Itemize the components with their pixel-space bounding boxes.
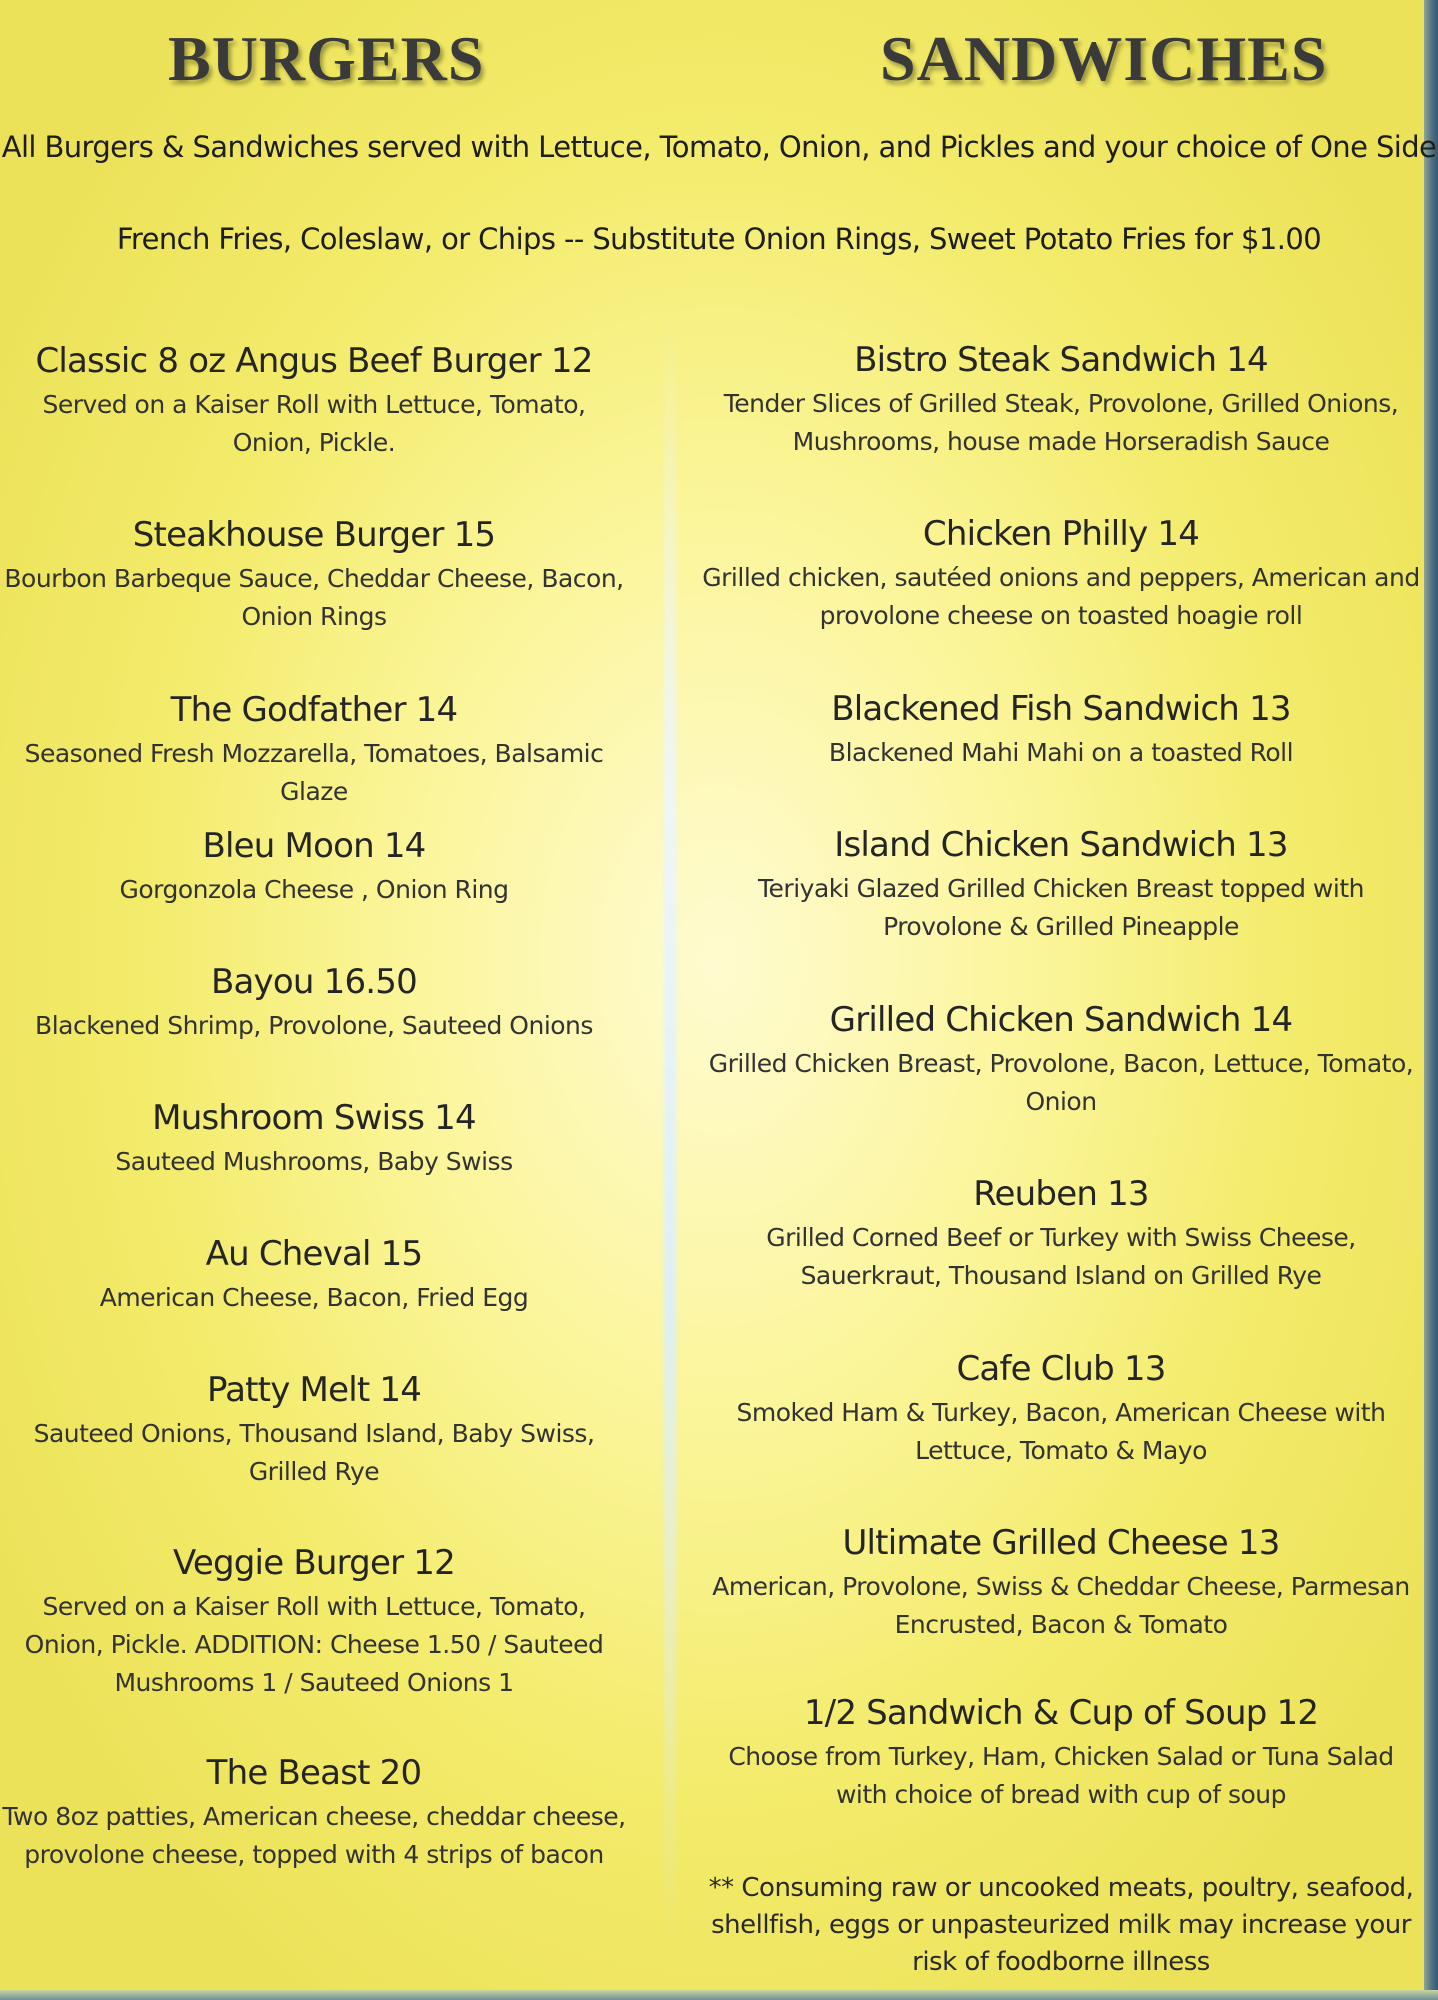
menu-item [0,825,628,909]
menu-item [700,1173,1422,1295]
burgers-column [0,0,628,2000]
item-description: Grilled Corned Beef or Turkey with Swiss Cheese, Sauerkraut, Thousand Island on Grilled Rye [766,1223,1356,1290]
item-description: American, Provolone, Swiss & Cheddar Cheese, Parmesan Encrusted, Bacon & Tomato [712,1572,1410,1639]
menu-item [700,688,1422,772]
sandwiches-heading: SANDWICHES [880,23,1328,94]
item-name: Blackened Fish Sandwich 13 [831,689,1291,729]
intro-substitute-line: French Fries, Coleslaw, or Chips -- Substitute Onion Rings, Sweet Potato Fries for $1.00 [116,222,1322,256]
item-name: Reuben 13 [973,1174,1149,1214]
menu-item [0,1233,628,1317]
item-name: Island Chicken Sandwich 13 [834,825,1288,865]
intro-sides-line: All Burgers & Sandwiches served with Lettuce, Tomato, Onion, and Pickles and your choice of One Side [1,130,1437,164]
menu-item [700,1348,1422,1470]
item-name: Steakhouse Burger 15 [132,515,496,555]
menu-item [700,999,1422,1121]
menu-item [0,1542,628,1702]
item-description: Two 8oz patties, American cheese, cheddar cheese, provolone cheese, topped with 4 strips of bacon [2,1802,626,1869]
menu-item [0,689,628,811]
item-description: Grilled chicken, sautéed onions and peppers, American and provolone cheese on toasted hoagie roll [702,563,1420,630]
menu-item [0,961,628,1045]
item-description: Teriyaki Glazed Grilled Chicken Breast topped with Provolone & Grilled Pineapple [758,874,1364,941]
item-description: Blackened Shrimp, Provolone, Sauteed Onions [35,1011,593,1040]
menu-item [0,1369,628,1491]
menu-item [0,340,628,462]
item-description: Served on a Kaiser Roll with Lettuce, Tomato, Onion, Pickle. ADDITION: Cheese 1.50 / Sauteed Mushrooms 1 / Sauteed Onions 1 [24,1592,604,1697]
item-description: Gorgonzola Cheese , Onion Ring [119,875,509,904]
menu-item [0,1752,628,1874]
item-description: Seasoned Fresh Mozzarella, Tomatoes, Balsamic Glaze [24,739,604,806]
item-description: Sauteed Onions, Thousand Island, Baby Swiss, Grilled Rye [33,1419,595,1486]
item-description: American Cheese, Bacon, Fried Egg [99,1283,529,1312]
item-name: The Godfather 14 [170,690,458,730]
menu-item [700,1692,1422,1814]
menu-item [700,824,1422,946]
item-description: Served on a Kaiser Roll with Lettuce, Tomato, Onion, Pickle. [42,390,586,457]
item-name: Bleu Moon 14 [202,826,426,866]
item-name: Cafe Club 13 [956,1349,1166,1389]
right-edge [1424,0,1438,2000]
item-name: Au Cheval 15 [205,1234,423,1274]
center-divider [664,310,676,1950]
item-description: Blackened Mahi Mahi on a toasted Roll [828,738,1294,767]
menu-item [0,1097,628,1181]
sandwiches-column [700,0,1422,2000]
burgers-heading: BURGERS [168,23,485,94]
menu-item [700,339,1422,461]
item-name: Ultimate Grilled Cheese 13 [842,1523,1280,1563]
item-description: Tender Slices of Grilled Steak, Provolone, Grilled Onions, Mushrooms, house made Horseradish Sauce [723,389,1399,456]
item-name: Grilled Chicken Sandwich 14 [829,1000,1293,1040]
menu-item [700,1522,1422,1644]
item-description: Smoked Ham & Turkey, Bacon, American Cheese with Lettuce, Tomato & Mayo [736,1398,1386,1465]
item-description: Grilled Chicken Breast, Provolone, Bacon, Lettuce, Tomato, Onion [708,1049,1414,1116]
item-name: Classic 8 oz Angus Beef Burger 12 [35,341,593,381]
item-name: Patty Melt 14 [206,1370,422,1410]
menu-item [700,513,1422,635]
menu-item [0,514,628,636]
item-name: Veggie Burger 12 [173,1543,455,1583]
item-name: Bistro Steak Sandwich 14 [854,340,1268,380]
item-name: Bayou 16.50 [211,962,417,1002]
item-description: Sauteed Mushrooms, Baby Swiss [115,1147,513,1176]
item-description: Bourbon Barbeque Sauce, Cheddar Cheese, Bacon, Onion Rings [4,564,624,631]
item-name: Chicken Philly 14 [922,514,1200,554]
item-name: 1/2 Sandwich & Cup of Soup 12 [803,1693,1319,1733]
item-name: Mushroom Swiss 14 [152,1098,476,1138]
item-description: Choose from Turkey, Ham, Chicken Salad or Tuna Salad with choice of bread with cup of soup [728,1742,1394,1809]
food-safety-note: ** Consuming raw or uncooked meats, poultry, seafood, shellfish, eggs or unpasteurized milk may increase your risk of foodborne illness [708,1873,1414,1977]
item-name: The Beast 20 [206,1753,422,1793]
